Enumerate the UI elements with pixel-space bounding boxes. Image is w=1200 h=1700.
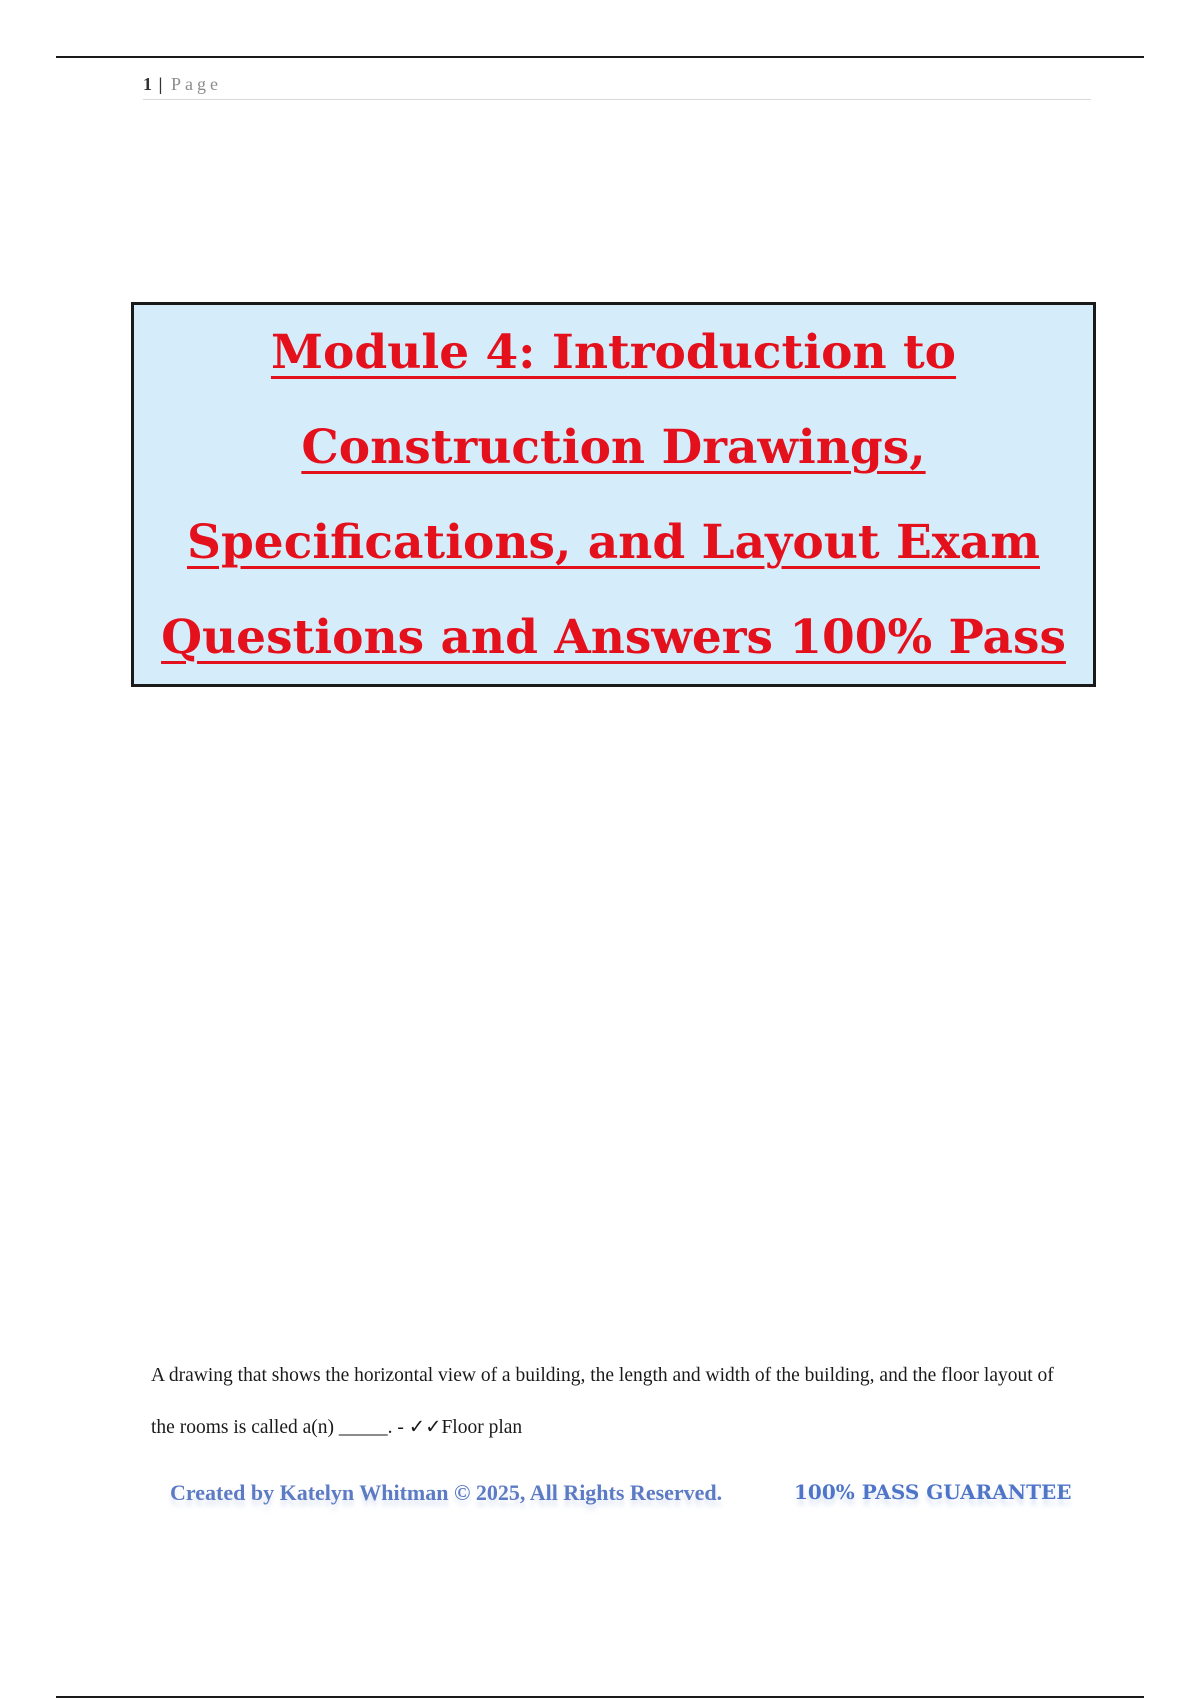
document-title: Module 4: Introduction to Construction Drawings, Specifications, and Layout Exam Questions and Answers 100% Pass [161, 324, 1066, 665]
footer-guarantee: 100% PASS GUARANTEE [794, 1480, 1072, 1504]
footer-credit: Created by Katelyn Whitman © 2025, All Rights Reserved. [170, 1480, 723, 1505]
question-block [145, 1350, 1075, 1454]
bottom-rule [56, 1696, 1144, 1698]
page-header-separator: | [158, 74, 163, 94]
page-header [143, 73, 1091, 100]
title-box [131, 302, 1096, 687]
top-rule [56, 56, 1144, 58]
page-label: Page [170, 74, 222, 94]
footer [170, 1480, 1070, 1520]
question-text: A drawing that shows the horizontal view of a building, the length and width of the building, and the floor layout of the rooms is called a(n) _____. - ✓✓Floor plan [151, 1365, 1054, 1438]
page-number: 1 [143, 74, 152, 94]
